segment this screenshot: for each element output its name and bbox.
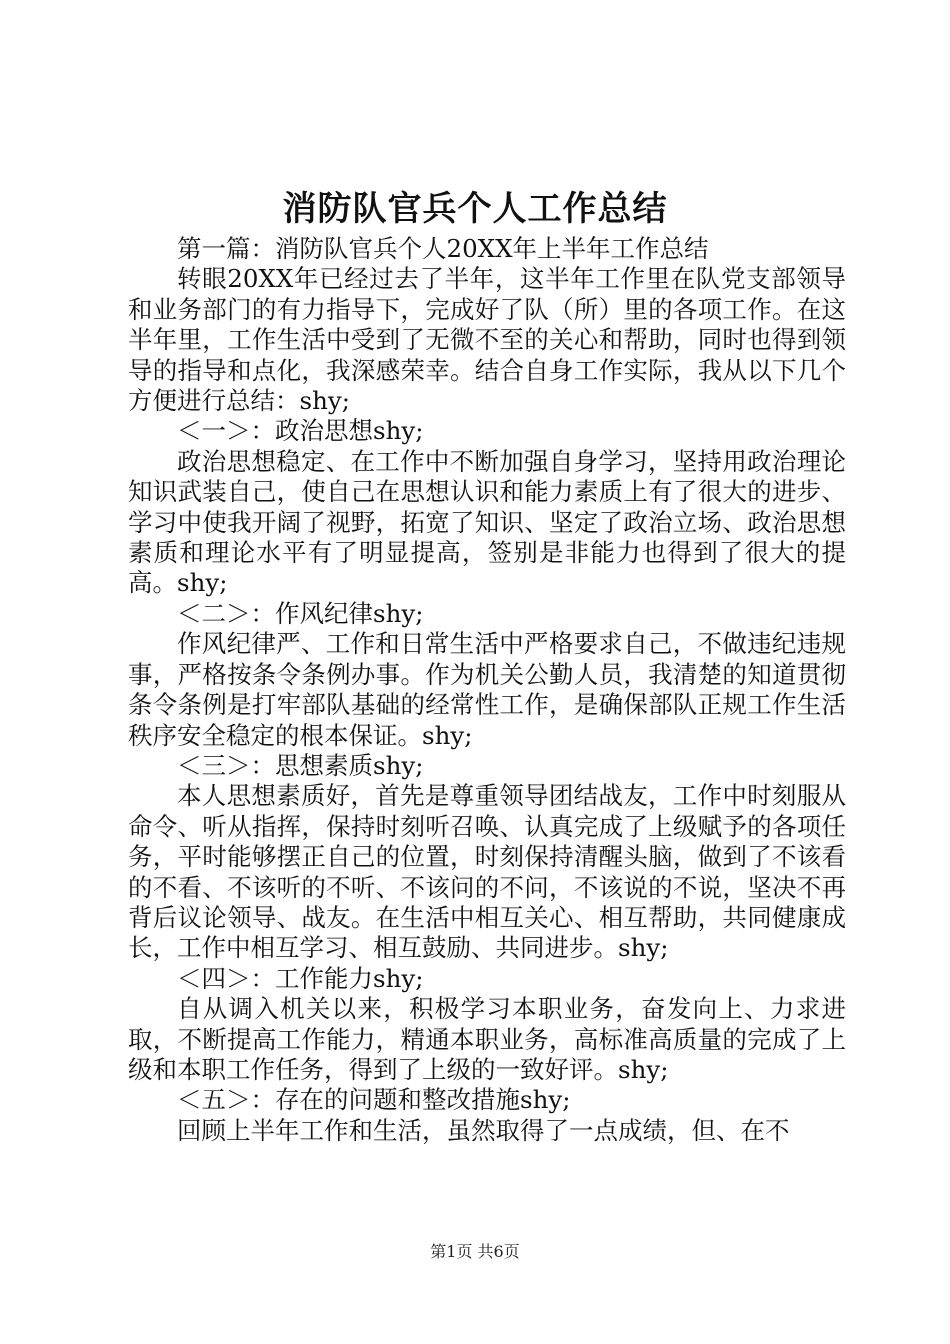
subsection-heading: ＜三＞：思想素质shy;	[177, 750, 424, 780]
subsection-heading: ＜五＞：存在的问题和整改措施shy;	[177, 1085, 571, 1115]
document-title: 消防队官兵个人工作总结	[282, 189, 668, 229]
paragraph: 政治思想稳定、在工作中不断加强自身学习，坚持用政治理论知识武装自己，使自己在思想认识和能力素质上有了很大的进步、学习中使我开阔了视野，拓宽了知识、坚定了政治立场、政治思想素质和理论水平有了明显提高，签别是非能力也得到了很大的提高。shy;	[128, 446, 846, 598]
page-footer	[0, 1242, 950, 1262]
page-total: 共6页	[477, 1242, 520, 1261]
paragraph: 自从调入机关以来，积极学习本职业务，奋发向上、力求进取，不断提高工作能力，精通本职业务，高标准高质量的完成了上级和本职工作任务，得到了上级的一致好评。shy;	[128, 994, 846, 1084]
paragraph: 作风纪律严、工作和日常生活中严格要求自己，不做违纪违规事，严格按条令条例办事。作为机关公勤人员，我清楚的知道贯彻条令条例是打牢部队基础的经常性工作，是确保部队正规工作生活秩序安全稳定的根本保证。shy;	[128, 629, 846, 750]
document-body	[128, 234, 846, 1146]
paragraph: 本人思想素质好，首先是尊重领导团结战友，工作中时刻服从命令、听从指挥，保持时刻听召唤、认真完成了上级赋予的各项任务，平时能够摆正自己的位置，时刻保持清醒头脑，做到了不该看的不看、不该听的不听、不该问的不问，不该说的不说，坚决不再背后议论领导、战友。在生活中相互关心、相互帮助，共同健康成长，工作中相互学习、相互鼓励、共同进步。shy;	[128, 781, 846, 963]
paragraph: 回顾上半年工作和生活，虽然取得了一点成绩，但、在不	[177, 1115, 790, 1145]
subsection-heading: ＜二＞：作风纪律shy;	[177, 598, 424, 628]
paragraph: 转眼20XX年已经过去了半年，这半年工作里在队党支部领导和业务部门的有力指导下，完成好了队（所）里的各项工作。在这半年里，工作生活中受到了无微不至的关心和帮助，同时也得到领导的指导和点化，我深感荣幸。结合自身工作实际，我从以下几个方便进行总结：shy;	[128, 264, 846, 416]
subsection-heading: ＜四＞：工作能力shy;	[177, 963, 424, 993]
section-heading: 第一篇：消防队官兵个人20XX年上半年工作总结	[177, 234, 709, 263]
subsection-heading: ＜一＞：政治思想shy;	[177, 416, 424, 446]
page-number: 第1页	[430, 1242, 473, 1261]
